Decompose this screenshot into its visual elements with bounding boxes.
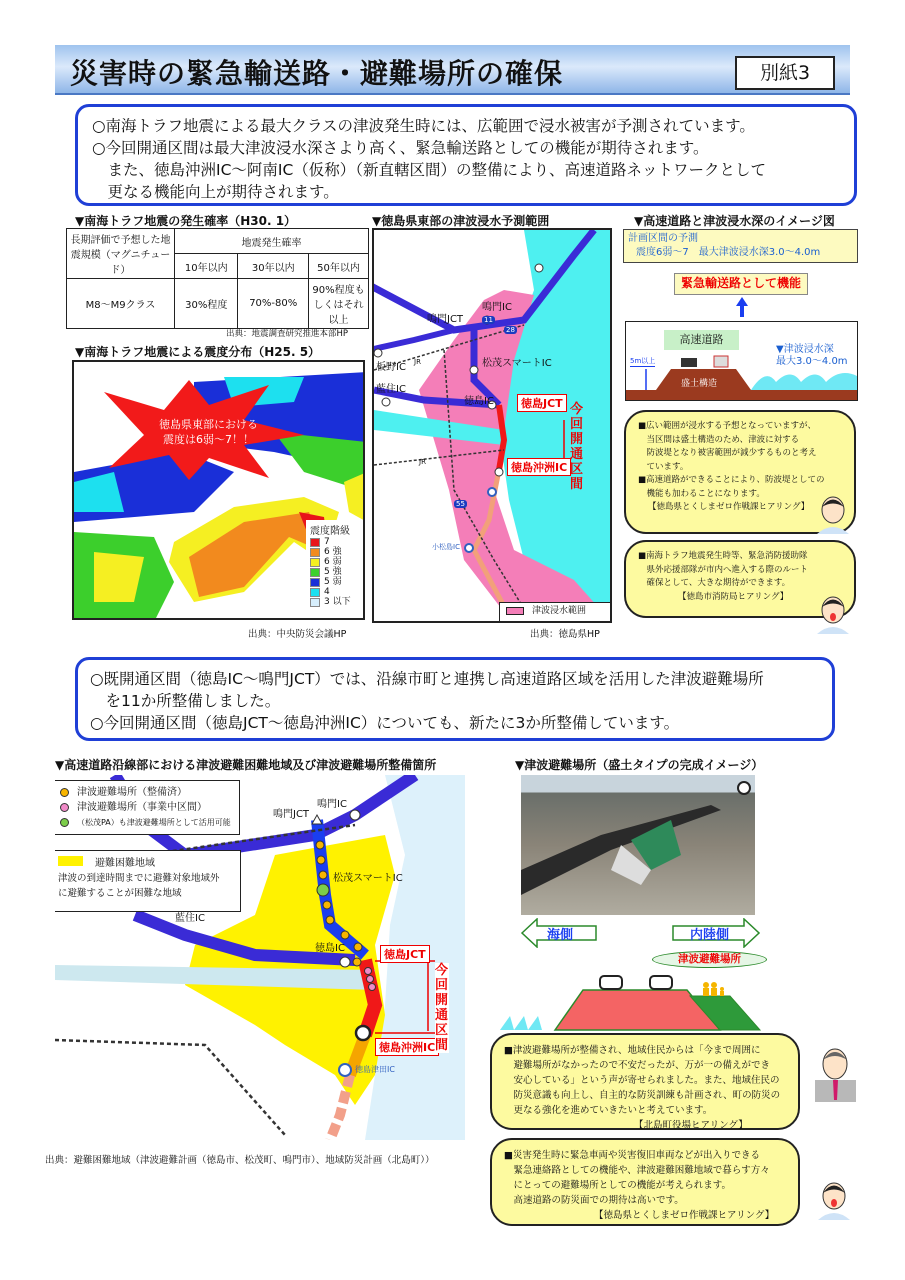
quote-line: 県外応援部隊が市内へ進入する際のルート xyxy=(638,564,809,575)
quote-line: 防災意識も向上し、自主的な防災訓練も計画され、町の防災の xyxy=(504,1090,781,1101)
arrow-up-shaft xyxy=(740,305,744,317)
summary-line: を11か所整備しました。 xyxy=(90,692,281,710)
legend-item xyxy=(60,800,239,815)
legend-item xyxy=(310,567,351,577)
quote-speaker: 【徳島県とくしまゼロ作戦課ヒアリング】 xyxy=(594,1210,775,1221)
map-label: 鳴門IC xyxy=(482,302,512,313)
shelter-heading: ▼津波避難場所（盛土タイプの完成イメージ） xyxy=(515,758,764,772)
legend-label: 5 弱 xyxy=(324,577,342,587)
quote-speaker: 【徳島県とくしまゼロ作戦課ヒアリング】 xyxy=(648,502,810,512)
sea-side-label: 海側 xyxy=(547,928,574,943)
area-desc: 津波の到達時間までに避難対象地域外 xyxy=(58,873,220,884)
annex-label: 別紙3 xyxy=(735,56,835,90)
period-header: 50年以内 xyxy=(309,254,369,279)
magnitude-header: 長期評価で予想した地震規模（マグニチュード） xyxy=(67,229,175,279)
summary-line: ○既開通区間（徳島IC～鳴門JCT）では、沿線市町と連携し高速道路区域を活用した津波避難場所 xyxy=(90,670,764,688)
row-label: M8～M9クラス xyxy=(67,279,175,329)
inland-side-arrow xyxy=(672,918,760,948)
route-11-badge: 11 xyxy=(484,316,493,324)
map-label: 松茂スマートIC xyxy=(333,873,403,884)
map-label: 徳島IC xyxy=(315,943,345,954)
inundation-source: 出典：徳島県HP xyxy=(530,629,600,640)
quote-line: ています。 xyxy=(638,461,689,472)
person-avatar-icon xyxy=(815,492,851,534)
map-label: 徳島沖洲IC xyxy=(375,1038,439,1056)
section-label: 今回開通区間 xyxy=(570,402,584,492)
evac-area-legend xyxy=(55,850,241,912)
inundation-legend: 津波浸水範囲 xyxy=(499,602,611,622)
probability-source: 出典：地震調査研究推進本部HP xyxy=(226,329,349,339)
person-avatar-icon xyxy=(816,1178,852,1220)
seismic-source: 出典：中央防災会議HP xyxy=(248,629,347,640)
map-label: 徳島沖洲IC xyxy=(507,458,571,476)
legend-item xyxy=(60,785,239,800)
legend-item xyxy=(310,537,351,547)
legend-label: （松茂PA）も津波避難場所として活用可能 xyxy=(77,818,231,827)
map-label: 徳島津田IC xyxy=(355,1065,395,1074)
probability-heading: ▼南海トラフ地震の発生確率（H30. 1） xyxy=(75,214,297,228)
legend-label: 3 以下 xyxy=(324,597,351,607)
depth-label: ▼津波浸水深 最大3.0～4.0m xyxy=(776,344,848,367)
quote-speaker: 【徳島市消防局ヒアリング】 xyxy=(678,591,789,602)
quote-bubble xyxy=(490,1138,800,1226)
map-label: 板野IC xyxy=(376,362,406,373)
quote-line: 更なる強化を進めていきたいと考えています。 xyxy=(504,1105,713,1116)
summary-line: ○今回開通区間（徳島JCT～徳島沖洲IC）についても、新たに3か所整備しています。 xyxy=(90,714,680,732)
legend-dot xyxy=(60,788,69,797)
legend-swatch xyxy=(310,588,320,597)
quote-line: 防波堤となり被害範囲が減少するものと考え xyxy=(638,448,817,458)
compass-icon xyxy=(737,781,751,795)
quote-speaker: 【北島町役場ヒアリング】 xyxy=(634,1120,748,1131)
page-title: 災害時の緊急輸送路・避難場所の確保 xyxy=(70,57,564,90)
shelter-photo xyxy=(521,775,755,915)
forecast-box: 計画区間の予測 震度6弱～7 最大津波浸水深3.0～4.0m xyxy=(623,229,858,263)
legend-swatch xyxy=(310,598,320,607)
quote-line: 安心している」という声が寄せられました。また、地域住民の xyxy=(504,1075,780,1086)
legend-label: 6 弱 xyxy=(324,557,342,567)
probability-table xyxy=(66,228,369,329)
legend-label: 7 xyxy=(324,537,330,547)
cell: 30%程度 xyxy=(175,279,238,329)
route-28-badge: 28 xyxy=(506,326,515,334)
route-55-badge: 55 xyxy=(456,500,465,508)
quote-line: ■津波避難場所が整備され、地域住民からは「今まで周囲に xyxy=(504,1045,761,1056)
cell: 70%-80% xyxy=(238,279,309,329)
road-label: 高速道路 xyxy=(664,330,739,350)
period-header: 30年以内 xyxy=(238,254,309,279)
legend-item xyxy=(310,587,351,597)
inundation-heading: ▼徳島県東部の津波浸水予測範囲 xyxy=(372,214,550,228)
intro-line: また、徳島沖洲IC～阿南IC（仮称）（新直轄区間）の整備により、高速道路ネットワークとして xyxy=(92,161,767,179)
period-header: 10年以内 xyxy=(175,254,238,279)
quote-line: 緊急連絡路としての機能や、津波避難困難地域で暮らす方々 xyxy=(504,1165,770,1176)
intro-box xyxy=(75,104,857,206)
quote-line: 当区間は盛土構造のため、津波に対する xyxy=(638,434,800,445)
inundation-map xyxy=(372,228,612,623)
legend-swatch xyxy=(310,568,320,577)
area-label: 避難困難地域 xyxy=(95,858,155,869)
probability-header: 地震発生確率 xyxy=(175,229,369,254)
map-label: 小松島IC xyxy=(432,543,460,551)
map-label: 松茂スマートIC xyxy=(482,358,552,369)
intro-line: ○南海トラフ地震による最大クラスの津波発生時には、広範囲で浸水被害が予測されています。 xyxy=(92,117,755,135)
area-swatch xyxy=(58,856,83,866)
map-label: 徳島IC xyxy=(464,396,494,407)
legend-label: 6 強 xyxy=(324,547,342,557)
embankment-diagram xyxy=(625,321,858,401)
seismic-legend xyxy=(306,520,355,609)
legend-label: 津波避難場所（事業中区間） xyxy=(77,802,207,813)
legend-swatch xyxy=(310,558,320,567)
map-label: 鳴門JCT xyxy=(273,809,310,820)
map-label: JR xyxy=(414,358,421,366)
quote-line: 避難場所がなかったので不安だったが、万が一の備えができ xyxy=(504,1060,771,1071)
area-desc: に避難することが困難な地域 xyxy=(58,888,182,899)
embankment-label: 盛土構造 xyxy=(681,379,718,389)
person-avatar-icon xyxy=(815,592,851,634)
legend-item xyxy=(310,547,351,557)
cell: 90%程度もしくはそれ以上 xyxy=(309,279,369,329)
image-heading: ▼高速道路と津波浸水深のイメージ図 xyxy=(634,214,835,228)
intro-line: ○今回開通区間は最大津波浸水深さより高く、緊急輸送路としての機能が期待されます。 xyxy=(92,139,709,157)
legend-title: 震度階級 xyxy=(310,526,350,537)
quote-line: 高速道路の防災面での期待は高いです。 xyxy=(504,1195,684,1206)
legend-swatch xyxy=(310,578,320,587)
summary-box xyxy=(75,657,835,741)
legend-swatch xyxy=(310,538,320,547)
function-label: 緊急輸送路として機能 xyxy=(674,273,808,295)
legend-dot xyxy=(60,818,69,827)
legend-item xyxy=(310,557,351,567)
person-avatar-icon xyxy=(813,1042,858,1102)
quote-line: 確保として、大きな期待ができます。 xyxy=(638,578,791,588)
sea-side-arrow xyxy=(521,918,597,948)
quote-line: ■南海トラフ地震発生時等、緊急消防援助隊 xyxy=(638,551,808,561)
shelter-label: 津波避難場所 xyxy=(652,951,767,968)
map-label: 藍住IC xyxy=(175,913,205,924)
map-label: 鳴門JCT xyxy=(427,314,464,325)
map-label: 藍住IC xyxy=(376,384,406,395)
section-label: 今回開通区間 xyxy=(435,963,449,1053)
legend-item xyxy=(310,597,351,607)
legend-swatch xyxy=(310,548,320,557)
map-label: JR xyxy=(419,458,426,466)
shelter-embankment-diagram xyxy=(500,968,770,1032)
evac-legend xyxy=(55,780,240,835)
quote-bubble xyxy=(490,1033,800,1130)
height-label: 5m以上 xyxy=(630,357,656,365)
seismic-callout: 徳島県東部における 震度は6弱～7！！ xyxy=(159,418,258,446)
evac-map xyxy=(55,775,465,1140)
evac-map-source: 出典：避難困難地域（津波避難計画（徳島市、松茂町、鳴門市）、地域防災計画（北島町）） xyxy=(45,1155,435,1166)
evac-map-heading: ▼高速道路沿線部における津波避難困難地域及び津波避難場所整備箇所 xyxy=(55,758,437,772)
map-label: 鳴門IC xyxy=(317,799,347,810)
legend-label: 5 強 xyxy=(324,567,342,577)
legend-item xyxy=(60,815,239,830)
quote-line: 機能も加わることになります。 xyxy=(638,488,765,499)
quote-line: にとっての避難場所としての機能が考えられます。 xyxy=(504,1180,732,1191)
legend-item xyxy=(310,577,351,587)
seismic-heading: ▼南海トラフ地震による震度分布（H25. 5） xyxy=(75,345,321,359)
intro-line: 更なる機能向上が期待されます。 xyxy=(92,183,339,201)
quote-line: ■災害発生時に緊急車両や災害復旧車両などが出入りできる xyxy=(504,1150,760,1161)
map-label: 徳島JCT xyxy=(380,945,430,963)
legend-label: 4 xyxy=(324,587,330,597)
map-label: 徳島JCT xyxy=(517,394,567,412)
quote-line: ■広い範囲が浸水する予想となっていますが、 xyxy=(638,421,817,431)
legend-label: 津波避難場所（整備済） xyxy=(77,787,187,798)
quote-line: ■高速道路ができることにより、防波堤としての xyxy=(638,475,825,485)
seismic-map xyxy=(72,360,365,620)
inland-side-label: 内陸側 xyxy=(690,928,730,943)
legend-dot xyxy=(60,803,69,812)
